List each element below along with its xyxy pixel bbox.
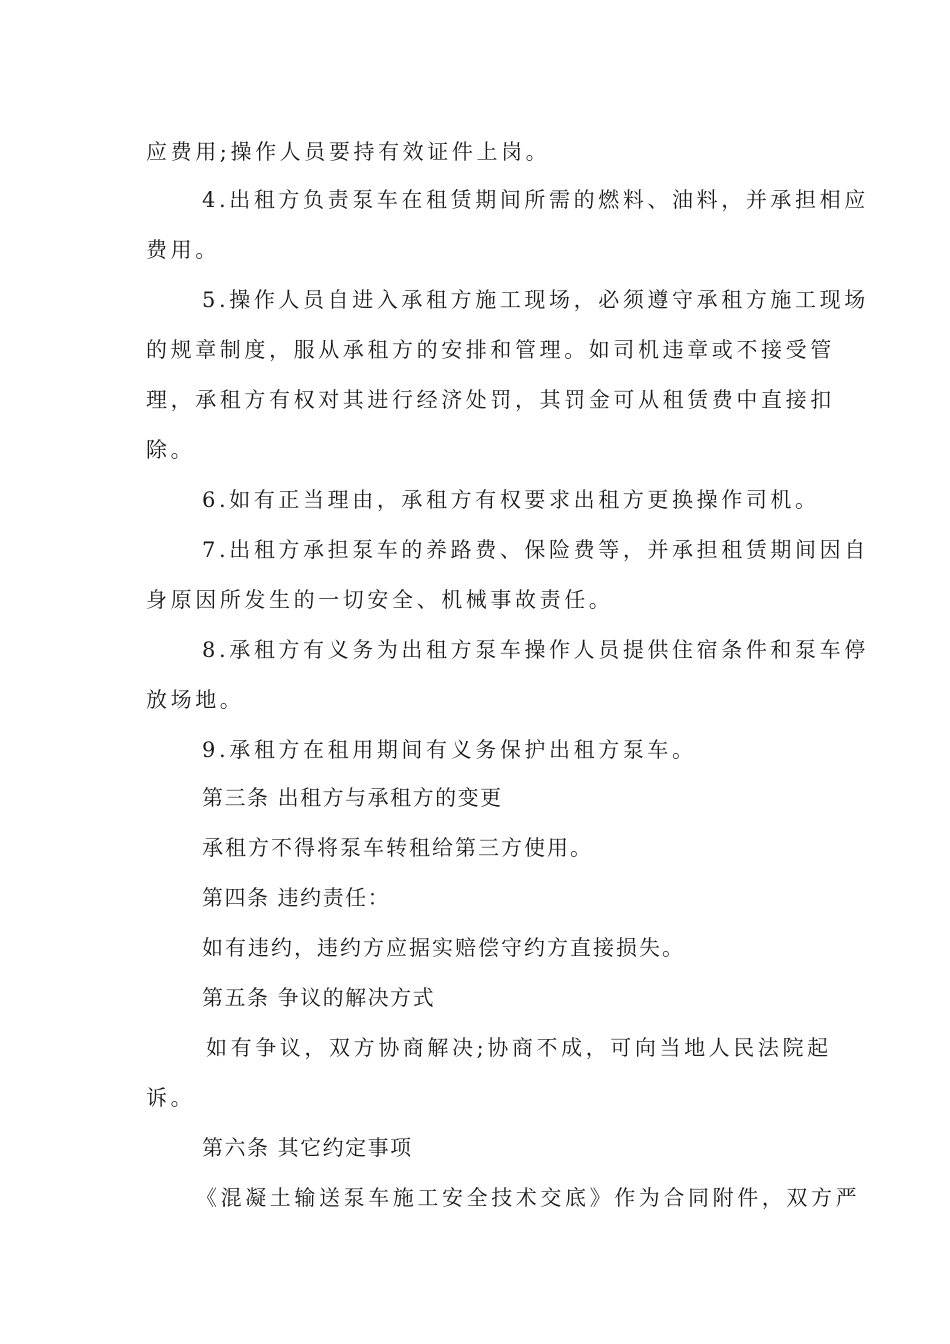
text-line: 6.如有正当理由，承租方有权要求出租方更换操作司机。: [202, 488, 820, 512]
section-heading: 第三条 出租方与承租方的变更: [202, 786, 503, 810]
section-heading: 第六条 其它约定事项: [202, 1136, 413, 1160]
text-line: 5.操作人员自进入承租方施工现场，必须遵守承租方施工现场: [202, 288, 869, 312]
text-line: 如有争议，双方协商解决;协商不成，可向当地人民法院起: [206, 1036, 832, 1060]
section-heading: 第五条 争议的解决方式: [202, 986, 436, 1010]
text-line: 4.出租方负责泵车在租赁期间所需的燃料、油料，并承担相应: [202, 188, 869, 212]
text-line: 《混凝土输送泵车施工安全技术交底》作为合同附件，双方严: [196, 1186, 861, 1210]
text-line: 诉。: [146, 1086, 196, 1110]
text-line: 8.承租方有义务为出租方泵车操作人员提供住宿条件和泵车停: [202, 638, 869, 662]
text-line: 承租方不得将泵车转租给第三方使用。: [202, 836, 593, 860]
text-line: 放场地。: [146, 688, 245, 712]
text-line: 身原因所发生的一切安全、机械事故责任。: [146, 588, 614, 612]
text-line: 费用。: [146, 238, 220, 262]
text-line: 7.出租方承担泵车的养路费、保险费等，并承担租赁期间因自: [202, 538, 869, 562]
section-heading: 第四条 违约责任：: [202, 886, 391, 910]
text-line: 如有违约，违约方应据实赔偿守约方直接损失。: [202, 936, 685, 960]
text-line: 理，承租方有权对其进行经济处罚，其罚金可从租赁费中直接扣: [146, 388, 835, 412]
text-line: 9.承租方在租用期间有义务保护出租方泵车。: [202, 738, 697, 762]
text-line: 除。: [146, 438, 196, 462]
text-line: 的规章制度，服从承租方的安排和管理。如司机违章或不接受管: [146, 338, 835, 362]
text-line: 应费用;操作人员要持有效证件上岗。: [146, 140, 551, 164]
